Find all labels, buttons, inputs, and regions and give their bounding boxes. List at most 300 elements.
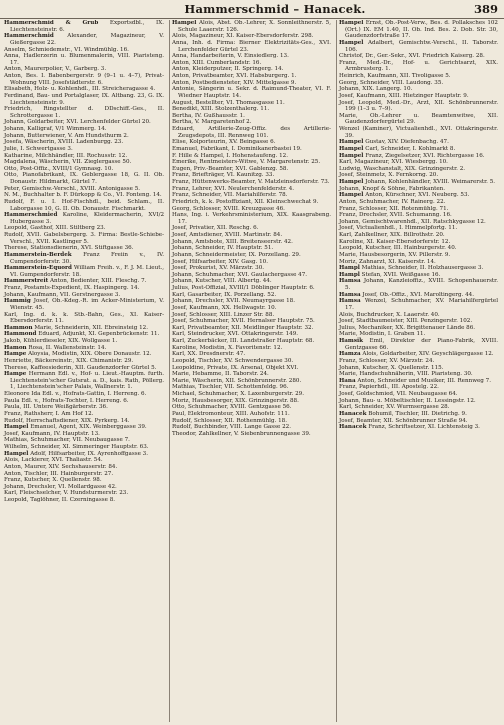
entry-details: Marie, Wäscherin, XII. Schönbrunnerstr. 280. [172, 377, 302, 384]
entry-details: Anton, Maurer, XIV. Sechshauserstr. 84. [4, 463, 118, 470]
entry-details: Friedrich, k. k. Postoffiziant, XII. Kleinschwechat 9. [172, 198, 319, 205]
directory-entry [339, 199, 498, 206]
entry-surname: Hampel [172, 20, 197, 26]
directory-entry [339, 331, 498, 338]
entry-details: Anton, Bedienter, XIII. Fleschg. 7. [49, 278, 147, 285]
directory-entry [4, 325, 164, 332]
entry-details: Josef, Victualienhdl., I. Himmelpfortg. 11. [339, 225, 458, 232]
directory-entry [339, 225, 498, 232]
directory-entry [4, 153, 164, 160]
entry-details: Georg, Schneider, VIII. Laudong. 35. [339, 79, 444, 86]
entry-details: Emerike, Rentmeisters-Witwe, V. Margaretenstr. 25. [172, 159, 321, 166]
entry-details: Josef, Beamter, XII. Schönbrunner Straße 94. [339, 417, 468, 424]
directory-entry [339, 212, 498, 219]
directory-entry [4, 437, 164, 444]
entry-details: Bertha, V. Margaretenhof 2. [172, 119, 252, 126]
entry-details: Marie, Ob.-Lehrer u. Beamtenwitwe, XII. Gaudenzdorfergürtel 29. [339, 112, 498, 126]
directory-entry [4, 212, 164, 225]
entry-details: Katharine, Milchhändler, III. Rochusstr. 12. [4, 152, 128, 159]
directory-entry [4, 66, 164, 73]
directory-entry [4, 73, 164, 86]
directory-entry [172, 179, 331, 186]
entry-details: Rudolf, Buchbinder, VIII. Lange Gasse 22. [172, 424, 291, 431]
directory-entry [172, 398, 331, 405]
directory-entry [172, 424, 331, 431]
entry-details: Stefan, XVII. Weißgasse 16. [361, 271, 441, 278]
entry-details: Anton, Kleiderputzer, II. Springerg. 14. [172, 66, 284, 73]
directory-entry [4, 172, 164, 185]
entry-details: Alois, Lackierer, XVI. Thaliastr. 54. [4, 457, 103, 464]
entry-details: Moriz, Zahnarzt, XI. Kaiserstr. 14. [339, 258, 436, 265]
entry-details: Johann, Kanzleioffiz., XVIII. Schopenhauerstr. 5. [345, 278, 498, 291]
entry-details: Antonie, Sängerin u. Sekr. d. Raimund-Theater, VI. F. Wiedner Hauptstr. 14. [172, 86, 331, 99]
directory-entry [4, 484, 164, 491]
entry-details: Johann, Knopf & Söhne, Fabrikanten. [339, 185, 446, 192]
entry-details: Karoline, Kleidermacherin, XVI/2 Hubergasse 3. [10, 212, 165, 225]
entry-details: Karl, Steindrucker, XVI. Ottakringerstr. 149. [172, 331, 299, 338]
entry-details: Johann, Amtsbote, XIII. Breitenseerstr. 42. [172, 238, 293, 245]
directory-entry [4, 225, 164, 232]
directory-entry [4, 424, 164, 431]
entry-details: Heinrich, Kaufmann, XII. Tivoligasse 5. [339, 73, 451, 79]
directory-entry [172, 259, 331, 266]
directory-entry [339, 259, 498, 266]
entry-details: August, Bestellter, VI. Thomasgasse 11. [172, 99, 285, 106]
directory-entry [339, 40, 498, 53]
entry-details: Paula Edl. v., Hofrats-Tochter, I. Herreng. 6. [4, 397, 129, 404]
directory-entry [172, 245, 331, 252]
directory-entry [172, 53, 331, 60]
entry-details: Marie, Hausbesorgerin, XV. Pillerstr. 9. [339, 251, 451, 258]
directory-entry [339, 186, 498, 193]
directory-entry [172, 113, 331, 120]
entry-details: F. Hille & Hampel, I. Hohenstaufeng. 12. [172, 152, 289, 159]
entry-details: Johann, Drechsler, XVII. Neumayrgasse 18. [172, 298, 296, 305]
entry-details: Karl, Gasarbeiter, IX. Porzellang. 52. [172, 291, 277, 298]
entry-details: Karl, Privatbeamter, XII. Meidlinger Hauptstr. 32. [172, 324, 314, 331]
directory-entry [339, 60, 498, 73]
entry-details: Johann, Schuhmacher, XVI. Gaulachergasse 47. [172, 271, 308, 278]
directory-entry [339, 351, 498, 358]
entry-details: Mathias, Schneider, II. Holzhausergasse 3. [361, 265, 484, 272]
entry-details: Wenzel, Schuhmacher, XV. Mariahilfergürtel 17. [345, 298, 499, 311]
directory-entry [339, 53, 498, 60]
entry-details: Johann, Schneidermeister, IX. Porzellang. 29. [172, 251, 301, 258]
entry-surname: Hanacek [339, 424, 367, 431]
entry-details: Franz, Schlosser, XII. Rotenmühlg. 71. [339, 205, 449, 212]
entry-details: Franz, Schriftsetzer, XI. Lichtensteig 3. [368, 424, 480, 431]
entry-details: Franz, Kutscher, X. Quellenstr. 98. [4, 477, 102, 484]
entry-details: Leopoldine, Private, IX. Arsenal, Objekt XVI. [172, 364, 299, 371]
entry-surname: Hampe [4, 371, 27, 378]
entry-details: Franz, Hüttenwerks-Beamter, V. Matzleinsdorferstr. 73. [172, 179, 330, 185]
entry-details: Michael, Schuhmacher, X. Laxenburgerstr. 29. [172, 391, 305, 397]
page-header [0, 0, 504, 19]
directory-entry [172, 411, 331, 418]
entry-details: Johann, Schneider, IV. Hauptstr. 51. [172, 245, 274, 252]
entry-details: Franz, Lehrer, XVI. Neulerchenfelderstr. 4. [172, 185, 295, 192]
directory-entry [172, 126, 331, 139]
entry-details: Franz, Drechsler, XVII. Schumanng. 16. [339, 212, 452, 219]
entry-details: Alexander, Magazineur, V. Gießergasse 22. [10, 33, 165, 46]
directory-entry [172, 239, 331, 246]
directory-entry [172, 365, 331, 372]
directory-entry [339, 272, 498, 279]
entry-details: Bohumil, Tischler, III. Dietrichg. 9. [368, 410, 467, 417]
directory-entry [172, 60, 331, 67]
entry-details: Ferdinand, Bau- und Portalglaser, IX. Altbang. 23, G. IX. Liechtensteinstr. 9. [4, 92, 164, 106]
entry-details: Rudolf, F. u. I. Hof-Fischhdl., beid. Schlam., II. Laborgasse 10, G. II. Ob. Donaustr. Fischmarkt. [4, 198, 164, 212]
entry-details: Karl, XX. Dresdnerstr. 47. [172, 351, 246, 358]
directory-entry [4, 199, 164, 212]
directory-entry [4, 119, 164, 126]
entry-details: Johann, Butterwiener, V. Am Hundsthurm 2. [4, 132, 129, 139]
entry-details: Georg, Schlosser, XVIII. Kreuzgasse 46. [172, 205, 285, 212]
directory-entry [4, 159, 164, 166]
directory-entry [339, 219, 498, 226]
directory-entry [172, 272, 331, 279]
directory-entry [172, 86, 331, 99]
entry-details: Franz, Papierhdl., III. Apostelg. 22. [339, 384, 439, 391]
entry-details: Otto, Post-Offiz., XVIII/1 Gymnasg. 10. [4, 165, 114, 172]
entry-details: Friedrich, Ringstellter d. DDschiff.-Ges., II. Schrottergasse 1. [4, 106, 164, 119]
directory-entry [4, 278, 164, 285]
entry-details: Paul, Elektromonteur, XIII. Auhofstr. 111. [172, 410, 290, 417]
directory-entry [172, 331, 331, 338]
directory-entry [4, 192, 164, 199]
directory-entry [172, 66, 331, 73]
column-left [2, 20, 166, 722]
directory-entry [4, 252, 164, 265]
entry-details: Franz, Schlosser, XV. Märzstr. 24. [339, 357, 435, 364]
entry-surname: Hamon [4, 344, 27, 351]
entry-surname: Hammond [4, 331, 37, 338]
entry-details: Wenzel (Kaminer), Victualienhdl., XVI. Ottakringerstr. 39. [339, 126, 498, 139]
entry-details: Theodor, Zahlkellner, V. Siebenbrunnengasse 39. [172, 430, 311, 437]
entry-details: Karl, Magazineur, XVI. Wiesbergg. 10. [339, 159, 448, 166]
directory-entry [172, 119, 331, 126]
directory-entry [339, 378, 498, 385]
directory-entry [4, 292, 164, 299]
entry-details: Alois, Buchdrucker, X. Laaerstr. 40. [339, 311, 440, 318]
directory-entry [172, 298, 331, 305]
directory-entry [172, 384, 331, 391]
directory-entry [4, 444, 164, 451]
entry-details: Alois, Goldarbeiter, XIV. Geyschlägergasse 12. [362, 351, 494, 358]
directory-entry [172, 225, 331, 232]
entry-details: Josef, Schlosser, XIII. Linzer Str. 88. [172, 311, 275, 318]
entry-surname: Hanacek [339, 410, 367, 417]
entry-details: Paula, III. Untere Weißgärberstr. 36. [4, 404, 108, 411]
entry-details: Leopold, Tischler, XV. Schwendergasse 30. [172, 357, 294, 364]
entry-details: Leopold, Gasthof, XIII. Stiltberg 23. [4, 225, 106, 232]
directory-entry [4, 358, 164, 365]
entry-details: Josef, Kaufmann, XIII. Hietzinger Hauptstr. 9. [339, 92, 469, 99]
directory-entry [339, 318, 498, 325]
entry-surname: Hampel [339, 20, 364, 26]
directory-entry [339, 159, 498, 166]
entry-details: Josef, Steinmetz, X. Fernkorng. 20. [339, 172, 439, 179]
directory-entry [172, 192, 331, 199]
directory-entry [4, 146, 164, 153]
directory-entry [172, 345, 331, 352]
entry-surname: Hammerstreit [4, 278, 49, 285]
directory-entry [4, 245, 164, 252]
directory-entry [339, 93, 498, 100]
entry-details: Franz, Briefträger, VI. Kaunitzg. 33. [172, 172, 275, 179]
directory-entry [4, 471, 164, 478]
directory-entry [172, 351, 331, 358]
directory-entry [172, 159, 331, 166]
directory-entry [339, 384, 498, 391]
entry-details: Ernst, Ob.-Post-Verw., Bes. d. Pollaksches 102 (Ort.) IX. EM 1.40, II. Ob. Ind. Bes. 2. Dob. Str. 30, Gaudenzdorfstraße 17. [345, 20, 498, 40]
entry-surname: Hammerstein-Berdek [4, 251, 72, 258]
directory-entry [172, 199, 331, 206]
directory-entry [339, 192, 498, 199]
entry-details: Josef, Kaufmann, XX. Hellwagstr. 10. [172, 304, 277, 311]
entry-details: Franz, Postamts-Expedient, IX. Haspingerg. 14. [4, 285, 140, 291]
entry-details: Anna, Hadlerzerin u. Blumenmalerin, VIII. Piaristeng. 17. [4, 53, 164, 66]
entry-details: Franz, Med.-Dr., Hof- u. Gerichtsarzt, XIX. Armbrusterg. 1. [339, 59, 498, 73]
entry-details: Karl, Zahlkellner, XIX. Billrothstr. 20. [339, 232, 445, 238]
directory-entry [4, 351, 164, 358]
entry-details: Marie, Schneiderin, XII. Ebreinsteig 12. [34, 324, 148, 331]
entry-details: William Freih. v., F. J. M. Lieut., VI. Gumpendorferstr. 18. [10, 265, 164, 278]
directory-entry [172, 20, 331, 33]
directory-entry [4, 418, 164, 425]
directory-entry [339, 404, 498, 411]
entry-details: Gustav, XIV. Diefenbachg. 47. [365, 139, 449, 146]
directory-entry [4, 391, 164, 398]
entry-details: Josef, Prokurist, XV. Märzstr. 30. [172, 265, 265, 272]
entry-details: Karl, Schneider, XV. Wurmsergasse 28. [339, 404, 450, 411]
directory-entry [4, 365, 164, 372]
entry-details: Josef, Privatier, XII. Reschg. 6. [172, 225, 259, 232]
entry-details: Karl, Zuckerbäcker, III. Landstraßer Hauptstr. 68. [172, 338, 315, 344]
directory-entry [4, 331, 164, 338]
directory-entry [172, 40, 331, 53]
directory-entry [172, 73, 331, 80]
directory-entry [4, 398, 164, 405]
entry-surname: Hampel [4, 424, 29, 431]
entry-details: Henriette, Bäckereinstr., XIX. Chimanistr. 29. [4, 357, 134, 364]
entry-details: Anton, Postbediensteter, XIV. Mittelgasse 9. [172, 79, 297, 86]
directory-entry [172, 80, 331, 87]
directory-entry [172, 186, 331, 193]
entry-details: Therese, Stationsdienerin, XVI. Stiftgasse 36. [4, 245, 134, 252]
directory-entry [4, 139, 164, 146]
directory-entry [172, 278, 331, 285]
directory-entry [4, 126, 164, 133]
directory-entry [4, 411, 164, 418]
directory-entry [339, 292, 498, 299]
entry-details: Josef, Stadtbaumeister, XIII. Penzingerstr. 102. [339, 318, 473, 325]
entry-details: Johann, Goldarbeiter, XVI. Lerchenfelder Gürtel 20. [4, 119, 151, 126]
entry-surname: Hammerstein-Equord [4, 265, 72, 272]
entry-details: Marie, Hebamme, II. Taborstr. 24. [172, 371, 269, 378]
entry-surname: Hamza [339, 351, 361, 358]
directory-entry [172, 318, 331, 325]
directory-entry [339, 418, 498, 425]
entry-details: Franz, Rathsherr, I. Am Hof 12. [4, 410, 94, 417]
directory-entry [4, 431, 164, 438]
directory-entry [339, 232, 498, 239]
directory-entry [4, 497, 164, 504]
entry-details: Eduard, Adjunkt, XI. Gepenbrückenstr. 11. [38, 331, 160, 338]
column-right [336, 20, 500, 722]
directory-entry [339, 252, 498, 259]
directory-entry [339, 206, 498, 213]
entry-details: Aloysia, Modistin, XIX. Obere Donaustr. 12. [28, 351, 152, 358]
entry-details: Emil, Direktor der Piano-Fabrik, XVIII. Gentzgasse 66. [345, 338, 498, 351]
directory-entry [339, 371, 498, 378]
directory-entry [4, 457, 164, 464]
directory-entry [339, 73, 498, 80]
directory-entry [339, 146, 498, 153]
entry-details: Hans, Ing. i. Verkehrsministerium, XIX. Kaasgrabeng. 17. [172, 212, 331, 225]
entry-details: Josef, Schuhmacher, XVII. Hernalser Hauptstr. 75. [172, 318, 315, 325]
entry-details: Leopold, Kutscher, III. Hainburgerstr. 40. [339, 245, 457, 252]
entry-surname: Hamsa [339, 291, 361, 298]
directory-entry [4, 345, 164, 352]
entry-surname: Hammerschmid [4, 33, 54, 40]
directory-entry [339, 411, 498, 418]
entry-details: Peter, Gemischw.-Verschl., XVIII. Antonigasse 5. [4, 185, 141, 192]
directory-entry [339, 312, 498, 319]
directory-entry [339, 153, 498, 160]
entry-details: Elise, Kolporteurin, XV. Beingasse 6. [172, 139, 276, 146]
directory-entry [339, 365, 498, 372]
directory-entry [4, 232, 164, 245]
directory-entry [172, 404, 331, 411]
entry-details: Karoline, Modistin, X. Favoritenstr. 12. [172, 344, 283, 351]
directory-entry [4, 106, 164, 119]
column-middle [169, 20, 333, 722]
entry-details: Johann, Kalligraf, V/1 Wimmerg. 14. [4, 126, 107, 132]
directory-entry [339, 20, 498, 40]
entry-surname: Hamsik [339, 338, 363, 344]
directory-entry [339, 325, 498, 332]
entry-details: Anton, Kürschner, XVI. Neuberg. 53. [365, 192, 470, 199]
directory-entry [339, 278, 498, 291]
entry-details: Anselm, Schmiedemstr., VI. Windmühlg. 16. [4, 46, 129, 53]
entry-details: Johann, Kutscher, VIII. Albertg. 44. [172, 278, 272, 285]
entry-details: Christof, Dr., Ger.-Sekr., XVI. Friedrich Kaiserg. 28. [339, 53, 485, 60]
entry-details: Rudolf, XVII. Gabelsbergerg. 3. Firma: Bestle-Schiebe-Verschl., XVII. Kastlinger 5. [4, 232, 164, 245]
entry-details: Marie, Modistin, I. Graben 11. [339, 331, 426, 338]
entry-surname: Hampel [4, 450, 29, 457]
directory-entry [4, 298, 164, 311]
entry-details: Anton, XIII. Cumberlandstr. 16. [172, 59, 262, 66]
entry-details: Josef, Goldschmied, VII. Neubaugasse 64. [339, 391, 458, 397]
directory-entry [339, 179, 498, 186]
entry-details: Anton, Schneider und Musiker, III. Rennweg 7. [357, 377, 491, 384]
entry-details: Mathias, Tischler, VII. Schottenfeldg. 96. [172, 384, 289, 391]
entry-details: Anna, Inh. d. Firma: Bierner Elektrizitäts-Ges., XVI. Lerchenfelder Gürtel 23. [172, 39, 331, 53]
directory-entry [339, 166, 498, 173]
directory-entry [172, 106, 331, 113]
directory-entry [4, 47, 164, 54]
entry-details: Franz, Schneider, VII. Mariahilferstr. 78. [172, 192, 288, 199]
directory-entry [339, 113, 498, 126]
entry-details: Anton, Privatbeamter, XVI. Habsburgerg. 1. [172, 73, 297, 79]
directory-entry [172, 418, 331, 425]
directory-entry [4, 451, 164, 458]
entry-details: Karoline, XI. Kaiser-Ebersdorferstr. 12. [339, 238, 451, 245]
entry-surname: Hampl [339, 265, 360, 272]
directory-entry [172, 292, 331, 299]
entry-details: Johann, Drechsler, VI. Mollardgasse 42. [4, 483, 117, 490]
entry-details: Josef, Kaufmann, IV. Hauptstr. 13. [4, 430, 100, 437]
directory-entry [339, 424, 498, 431]
directory-entry [339, 398, 498, 405]
entry-details: Adolf, Hilfsarbeiter, IX. Ayrenhoffgasse 3. [30, 450, 149, 457]
directory-entry [4, 86, 164, 93]
entry-details: Rudolf, Herrschaftsdiener, XIX. Pyrkerg. 14. [4, 417, 130, 424]
directory-entry [172, 325, 331, 332]
entry-surname: Hammig [4, 298, 31, 305]
directory-entry [172, 212, 331, 225]
entry-details: Anton, Tischler, III. Hainburgerstr. 27. [4, 470, 114, 477]
entry-details: Alois, Magazineur, XI. Kaiser-Ebersdorferstr. 298. [172, 33, 314, 40]
entry-details: Franz, Ziegelsetzer, XVI. Richtergasse 16. [365, 152, 485, 159]
directory-entry [172, 378, 331, 385]
entry-details: Josef, Amtsdiener, XVIII. Martinstr. 84. [172, 232, 283, 238]
entry-surname: Hamsa [339, 278, 361, 285]
entry-details: Wilhelm, Schneider, XI. Simmeringer Hauptstr. 63. [4, 444, 149, 450]
page-number: 389 [473, 2, 498, 16]
entry-surname: Hammerschmied [4, 212, 58, 219]
entry-details: Johann, Kohlenhändler, XVIII. Weimarerstr. 5. [365, 179, 496, 185]
entry-details: Otto, Schuhmacher, XVIII. Gentzgasse 56. [172, 404, 292, 411]
entry-details: Mathias, Schuhmacher, VII. Neubaugasse 7. [4, 437, 130, 444]
entry-details: Josefa, Wäscherin, XVIII. Ladenburgg. 23. [4, 139, 124, 146]
entry-details: Exportsdbl., IX. Liechtensteinstr. 6. [10, 20, 164, 33]
directory-entry [4, 338, 164, 345]
directory-entry [4, 186, 164, 193]
directory-entry [339, 391, 498, 398]
directory-entry [172, 232, 331, 239]
entry-details: Benedikt, XIII. Stolzenthalerg. 11. [172, 106, 270, 113]
directory-entry [339, 86, 498, 93]
directory-entry [339, 80, 498, 87]
entry-details: Anton, Maurerpolier, V., Garberg. 3. [4, 66, 107, 73]
entry-surname: Hampel [339, 179, 364, 185]
entry-surname: Hampel [339, 139, 364, 146]
entry-surname: Hammon [4, 324, 33, 331]
entry-details: Leopold, Taglöhner, II. Czerningasse 8. [4, 497, 116, 503]
entry-details: Adalbert, Gemischtw.-Verschl., II. Taborstr. 106. [345, 39, 498, 53]
entry-details: Eugen, Priv.-Beamter, XVI. Gablenzg. 58. [172, 165, 289, 172]
entry-surname: Hamsa [339, 298, 361, 305]
entry-details: Rosa, II. Wallensteinstr. 14. [28, 344, 107, 351]
entry-details: Emanuel, Fabrikant, I. Dominikanerbastei 19. [172, 145, 302, 152]
directory-entry [172, 358, 331, 365]
entry-details: Johann, Gemischtwarenhdl., XII. Ratschkygasse 12. [339, 218, 486, 225]
entry-details: Johann, XIX. Langerg. 10. [339, 86, 413, 93]
directory-entry [4, 490, 164, 497]
entry-details: Rudolf, Schlosser, XII. Rothenmühlg. 18. [172, 417, 288, 424]
directory-entry [4, 464, 164, 471]
entry-details: Johann, Bau- u. Möbeltischler, II. Lessingstr. 12. [339, 397, 476, 404]
directory-entry [172, 172, 331, 179]
directory-entry [4, 312, 164, 325]
entry-surname: Hampe [4, 351, 27, 358]
directory-entry [4, 285, 164, 292]
entry-details: Alois, Abst. Ob.-Lehrer, X. Sonnleithnerstr. 5, Schule Laaerstr. 126. [178, 20, 332, 33]
directory-entry [4, 20, 164, 33]
directory-entry [172, 312, 331, 319]
